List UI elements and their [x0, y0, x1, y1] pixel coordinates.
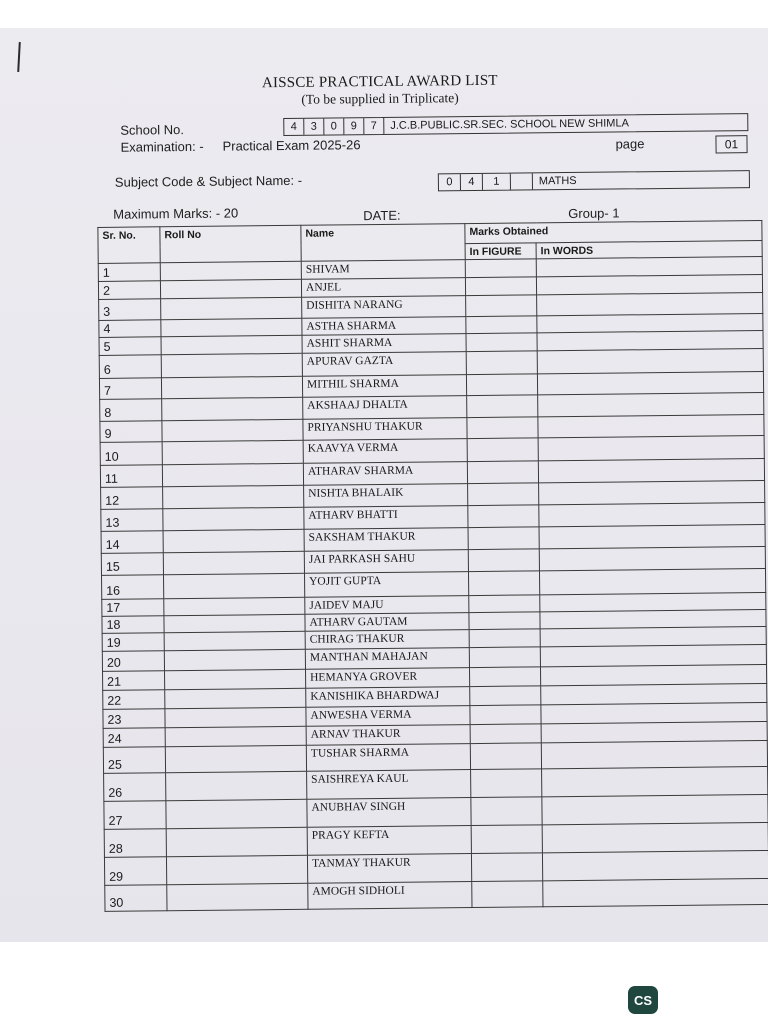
roll-no-cell: [166, 771, 307, 800]
marks-words-cell: [542, 766, 768, 796]
student-name-cell: JAI PARKASH SAHU: [304, 550, 468, 574]
student-name-cell: AKSHAAJ DHALTA: [303, 396, 467, 420]
marks-figure-cell: [467, 395, 538, 418]
marks-words-cell: [540, 644, 766, 666]
student-name-cell: ANJEL: [301, 278, 465, 298]
sr-no-cell: 21: [103, 671, 165, 691]
student-name-cell: ANWESHA VERMA: [306, 706, 470, 727]
sr-no-cell: 26: [104, 773, 166, 802]
roll-no-cell: [161, 353, 302, 377]
student-name-cell: ATHARV BHATTI: [304, 506, 468, 530]
student-name-cell: TUSHAR SHARMA: [306, 744, 470, 772]
student-name-cell: NISHTA BHALAIK: [304, 484, 468, 508]
roll-no-cell: [161, 376, 302, 398]
roll-no-cell: [162, 397, 303, 420]
sr-no-cell: 11: [100, 465, 162, 488]
subject-label: Subject Code & Subject Name: -: [114, 172, 303, 190]
student-name-cell: HEMANYA GROVER: [305, 668, 469, 689]
roll-no-cell: [165, 726, 306, 746]
marks-figure-cell: [469, 647, 540, 668]
roll-no-cell: [163, 485, 304, 508]
camscanner-logo-icon: CS: [628, 986, 658, 1014]
page-label: page: [615, 136, 645, 152]
marks-figure-cell: [468, 549, 539, 572]
marks-figure-cell: [468, 483, 539, 506]
sr-no-cell: 13: [101, 509, 163, 532]
student-name-cell: PRAGY KEFTA: [307, 826, 471, 856]
sr-no-cell: 22: [103, 690, 165, 710]
marks-words-cell: [538, 392, 764, 416]
subject-digit: 0: [439, 174, 461, 190]
marks-words-cell: [540, 626, 766, 646]
roll-no-cell: [164, 614, 305, 632]
student-name-cell: ARNAV THAKUR: [306, 725, 470, 746]
marks-figure-cell: [466, 374, 537, 396]
sr-no-cell: 3: [99, 299, 161, 321]
roll-no-cell: [162, 440, 303, 464]
subject-name: MATHS: [538, 174, 577, 188]
student-name-cell: YOJIT GUPTA: [304, 572, 468, 598]
student-name-cell: PRIYANSHU THAKUR: [303, 418, 467, 441]
student-name-cell: SAKSHAM THAKUR: [304, 528, 468, 552]
student-name-cell: SHIVAM: [301, 260, 465, 280]
student-name-cell: ASHIT SHARMA: [302, 334, 466, 354]
table-row: [105, 878, 768, 911]
marks-words-cell: [539, 502, 765, 526]
roll-no-cell: [160, 279, 301, 298]
sr-no-cell: 5: [99, 337, 161, 356]
school-digit: 4: [284, 119, 304, 135]
marks-figure-cell: [470, 743, 541, 770]
marks-words-cell: [536, 256, 762, 276]
student-name-cell: KANISHIKA BHARDWAJ: [306, 687, 470, 708]
roll-no-cell: [166, 799, 307, 828]
marks-words-cell: [543, 878, 768, 906]
roll-no-cell: [161, 318, 302, 336]
roll-no-cell: [163, 529, 304, 552]
sr-no-cell: 8: [100, 399, 162, 422]
roll-no-cell: [163, 551, 304, 574]
subject-code-boxes: [438, 170, 750, 191]
sr-no-cell: 17: [102, 599, 164, 617]
header-name: Name: [301, 224, 465, 262]
header-in-figure: In FIGURE: [465, 243, 536, 260]
marks-words-cell: [538, 414, 764, 437]
school-digit: 7: [364, 118, 384, 134]
school-digit: 0: [324, 118, 344, 134]
sr-no-cell: 27: [104, 801, 166, 830]
marks-figure-cell: [468, 527, 539, 550]
student-name-cell: APURAV GAZTA: [302, 352, 466, 377]
school-name: J.C.B.PUBLIC.SR.SEC. SCHOOL NEW SHIMLA: [390, 117, 629, 132]
student-name-cell: MITHIL SHARMA: [302, 375, 466, 398]
marks-figure-cell: [467, 461, 538, 484]
scanned-page: [0, 28, 768, 942]
marks-figure-cell: [471, 825, 542, 854]
student-name-cell: AMOGH SIDHOLI: [308, 882, 472, 910]
marks-words-cell: [539, 480, 765, 504]
page-number-box: 01: [715, 135, 747, 153]
award-list-sheet: [0, 28, 768, 942]
marks-figure-cell: [465, 259, 536, 278]
group-label: Group- 1: [568, 205, 620, 222]
student-name-cell: TANMAY THAKUR: [307, 854, 471, 884]
roll-no-cell: [167, 883, 308, 910]
marks-figure-cell: [468, 505, 539, 528]
student-name-cell: KAAVYA VERMA: [303, 439, 467, 464]
marks-words-cell: [542, 850, 768, 880]
marks-words-cell: [542, 794, 768, 824]
student-name-cell: DISHITA NARANG: [302, 296, 466, 319]
sr-no-cell: 18: [102, 616, 164, 634]
roll-no-cell: [164, 631, 305, 650]
roll-no-cell: [165, 707, 306, 727]
sr-no-cell: 10: [100, 442, 162, 466]
header-sr-no: Sr. No.: [98, 227, 160, 264]
student-name-cell: MANTHAN MAHAJAN: [305, 648, 469, 670]
student-name-cell: CHIRAG THAKUR: [305, 630, 469, 650]
marks-figure-cell: [472, 881, 543, 908]
roll-no-cell: [161, 335, 302, 354]
marks-words-cell: [541, 683, 767, 704]
marks-figure-cell: [466, 333, 537, 352]
document-title: AISSCE PRACTICAL AWARD LIST: [261, 72, 498, 92]
examination-label: Examination: -: [120, 138, 204, 155]
roll-no-cell: [165, 688, 306, 708]
marks-words-cell: [537, 330, 763, 350]
subject-digit: 1: [483, 174, 511, 190]
marks-figure-cell: [466, 316, 537, 334]
marks-words-cell: [541, 702, 767, 723]
school-no-label: School No.: [120, 122, 185, 138]
marks-words-cell: [537, 348, 763, 373]
student-name-cell: ASTHA SHARMA: [302, 317, 466, 336]
marks-words-cell: [539, 546, 765, 570]
roll-no-cell: [165, 745, 306, 772]
sr-no-cell: 7: [99, 378, 161, 400]
marks-words-cell: [540, 664, 766, 685]
sr-no-cell: 2: [98, 281, 160, 300]
student-rows: [98, 256, 768, 911]
marks-figure-cell: [470, 724, 541, 744]
sr-no-cell: 28: [104, 829, 166, 858]
marks-words-cell: [537, 292, 763, 315]
roll-no-cell: [162, 419, 303, 441]
school-number-boxes: [283, 113, 748, 136]
marks-figure-cell: [470, 686, 541, 706]
student-name-cell: ANUBHAV SINGH: [307, 798, 471, 828]
sr-no-cell: 6: [99, 355, 161, 379]
marks-figure-cell: [466, 295, 537, 317]
marks-figure-cell: [471, 797, 542, 826]
sr-no-cell: 14: [101, 531, 163, 554]
sr-no-cell: 15: [101, 553, 163, 576]
document-subtitle: (To be supplied in Triplicate): [301, 90, 459, 107]
marks-figure-cell: [467, 417, 538, 439]
sr-no-cell: 25: [103, 747, 165, 774]
sr-no-cell: 19: [102, 633, 164, 652]
roll-no-cell: [163, 507, 304, 530]
sr-no-cell: 23: [103, 709, 165, 729]
subject-digit: 4: [461, 174, 483, 190]
marks-words-cell: [537, 371, 763, 394]
header-in-words: In WORDS: [536, 240, 762, 258]
sr-no-cell: 1: [98, 263, 160, 282]
marks-words-cell: [542, 822, 768, 852]
sr-no-cell: 12: [101, 487, 163, 510]
marks-figure-cell: [466, 351, 537, 375]
marks-figure-cell: [470, 705, 541, 725]
marks-figure-cell: [469, 612, 540, 630]
marks-words-cell: [541, 740, 767, 768]
sr-no-cell: 9: [100, 421, 162, 443]
student-name-cell: JAIDEV MAJU: [305, 596, 469, 615]
roll-no-cell: [166, 827, 307, 856]
marks-figure-cell: [469, 629, 540, 648]
marks-figure-cell: [469, 667, 540, 687]
roll-no-cell: [166, 855, 307, 884]
roll-no-cell: [161, 297, 302, 319]
roll-no-cell: [160, 261, 301, 280]
marks-words-cell: [538, 458, 764, 482]
award-table: [97, 220, 768, 912]
marks-words-cell: [538, 435, 764, 460]
marks-figure-cell: [467, 438, 538, 462]
roll-no-cell: [162, 463, 303, 486]
marks-words-cell: [539, 568, 765, 594]
marks-figure-cell: [471, 769, 542, 798]
sr-no-cell: 30: [105, 885, 167, 912]
roll-no-cell: [164, 597, 305, 615]
sr-no-cell: 16: [102, 575, 164, 600]
marks-figure-cell: [471, 853, 542, 882]
roll-no-cell: [165, 669, 306, 689]
examination-value: Practical Exam 2025-26: [222, 137, 361, 154]
marks-words-cell: [536, 274, 762, 294]
sr-no-cell: 24: [103, 728, 165, 748]
student-name-cell: ATHARAV SHARMA: [303, 462, 467, 486]
school-digit: 3: [304, 119, 324, 135]
student-name-cell: ATHARV GAUTAM: [305, 613, 469, 632]
school-digit: 9: [344, 118, 364, 134]
marks-figure-cell: [469, 595, 540, 613]
maximum-marks: Maximum Marks: - 20: [113, 205, 239, 222]
header-roll-no: Roll No: [160, 225, 301, 262]
sr-no-cell: 29: [104, 857, 166, 886]
date-label: DATE:: [363, 207, 401, 224]
sr-no-cell: 4: [99, 320, 161, 338]
student-name-cell: SAISHREYA KAUL: [307, 770, 471, 800]
roll-no-cell: [164, 649, 305, 670]
marks-figure-cell: [465, 277, 536, 296]
marks-words-cell: [541, 721, 767, 742]
header-marks-obtained: Marks Obtained: [465, 220, 762, 243]
sr-no-cell: 20: [102, 651, 164, 672]
marks-figure-cell: [468, 571, 539, 596]
roll-no-cell: [164, 573, 305, 598]
marks-words-cell: [539, 524, 765, 548]
